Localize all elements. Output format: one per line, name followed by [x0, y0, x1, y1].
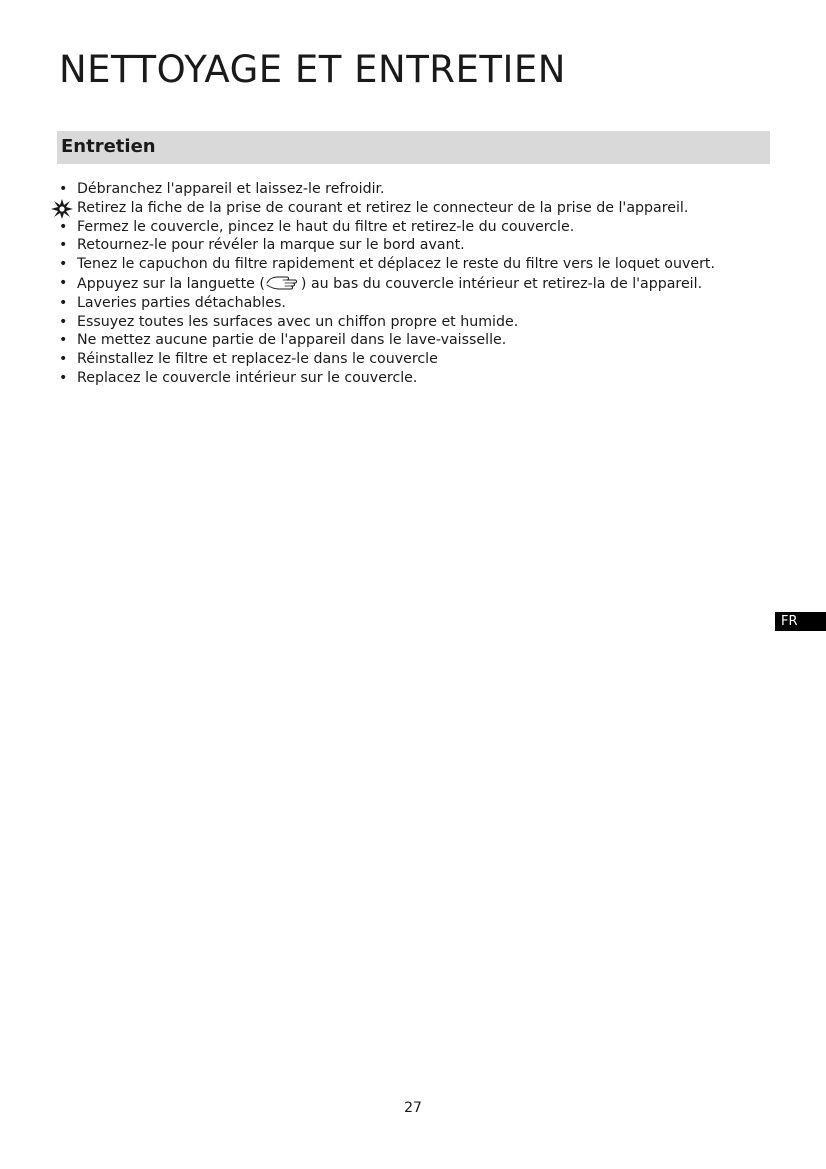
- list-item: [57, 369, 797, 388]
- list-item: [57, 199, 797, 218]
- bullet-dot: •: [59, 181, 68, 197]
- step-text: Ne mettez aucune partie de l'appareil dans le lave-vaisselle.: [77, 332, 507, 349]
- bullet-dot: •: [59, 256, 68, 273]
- list-item: [57, 236, 797, 255]
- step-text: Réinstallez le filtre et replacez-le dans le couvercle: [77, 351, 438, 368]
- list-item: [57, 255, 767, 274]
- step-text: Débranchez l'appareil et laissez-le refroidir.: [77, 181, 385, 197]
- bullet-dot: •: [59, 274, 68, 291]
- list-item: [57, 313, 797, 332]
- list-item: [57, 331, 797, 350]
- step-text-before: Appuyez sur la languette (: [77, 275, 265, 292]
- page-title: NETTOYAGE ET ENTRETIEN: [59, 48, 566, 91]
- step-text: Retournez-le pour révéler la marque sur le bord avant.: [77, 237, 465, 254]
- burst-warning-icon: [51, 199, 73, 219]
- list-item: [57, 274, 797, 294]
- list-item: [57, 350, 797, 369]
- step-text-after: ) au bas du couvercle intérieur et retirez-la de l'appareil.: [300, 275, 703, 292]
- section-title: Entretien: [61, 136, 156, 157]
- step-text: Fermez le couvercle, pincez le haut du filtre et retirez-le du couvercle.: [77, 218, 575, 235]
- step-text: Tenez le capuchon du filtre rapidement et déplacez le reste du filtre vers le loquet ouvert.: [77, 256, 715, 273]
- bullet-dot: •: [59, 351, 68, 368]
- list-item: [57, 294, 797, 313]
- bullet-dot: •: [59, 332, 68, 349]
- section-header-bar: [57, 131, 770, 164]
- language-tab: FR: [775, 612, 826, 631]
- hand-pointing-icon: [265, 274, 301, 292]
- step-text: Laveries parties détachables.: [77, 294, 286, 311]
- step-text: Retirez la fiche de la prise de courant et retirez le connecteur de la prise de l'appareil.: [77, 199, 689, 216]
- step-text: Essuyez toutes les surfaces avec un chiffon propre et humide.: [77, 313, 519, 330]
- bullet-dot: •: [59, 294, 68, 311]
- maintenance-steps-list: [57, 180, 797, 388]
- bullet-dot: •: [59, 369, 68, 386]
- bullet-dot: •: [59, 237, 68, 254]
- page-number: 27: [404, 1100, 422, 1116]
- bullet-dot: •: [59, 218, 68, 235]
- list-item: [57, 180, 797, 199]
- bullet-dot: •: [59, 313, 68, 330]
- list-item: [57, 218, 797, 237]
- step-text: Replacez le couvercle intérieur sur le couvercle.: [77, 369, 418, 386]
